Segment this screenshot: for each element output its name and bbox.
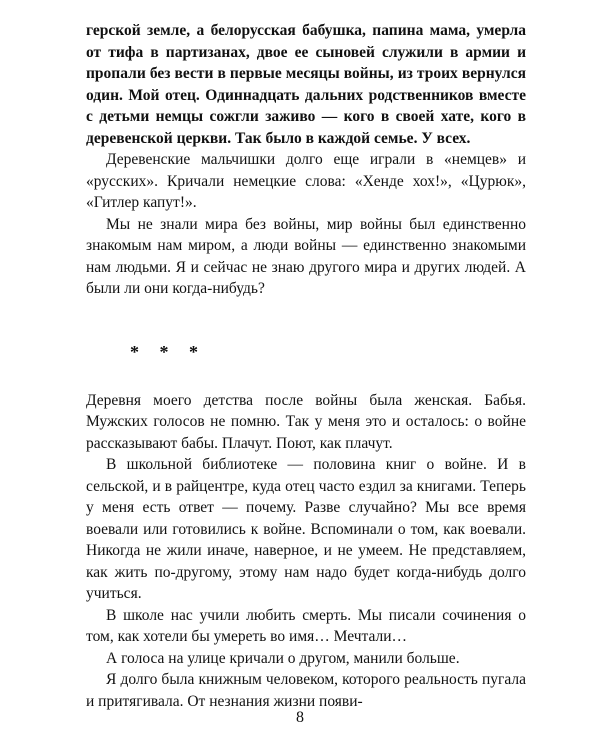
paragraph-2: Деревенские мальчишки долго еще играли в «немцев» и «русских». Кричали немецкие слова: «Хенде хох!», «Цурюк», «Гитлер капут!». [86,151,526,211]
section-separator: * * * [130,341,206,362]
paragraph-3: Мы не знали мира без войны, мир войны был единственно знакомым нам миром, а люди войны — единственно знакомыми нам людьми. Я и сейчас не знаю другого мира и других людей. А были ли они когда-нибудь? [86,215,526,297]
paragraph-5: В школьной библиотеке — половина книг о войне. И в сельской, и в райцентре, куда отец часто ездил за книгами. Теперь у меня есть ответ — почему. Разве случайно? Мы все время воевали или готовились к войне. Вспоминали о том, как воевали. Никогда не жили иначе, наверное, и не умеем. Не представляем, как жить по-другому, этому нам надо будет когда-нибудь долго учиться. [86,456,526,602]
paragraph-1: герской земле, а белорусская бабушка, папина мама, умерла от тифа в партизанах, двое ее сыновей служили в армии и пропали без вести в первые месяцы войны, из троих вернулся один. Мой отец. Одиннадцать дальних родственников вместе с детьми немцы сожгли заживо — кого в своей хате, кого в деревенской церкви. Так было в каждой семье. У всех. [86,22,526,147]
paragraph-7: А голоса на улице кричали о другом, манили больше. [106,649,460,667]
page-number: 8 [296,709,304,726]
paragraph-8: Я долго была книжным человеком, которого реальность пугала и притягивала. От незнания жизни появи- [86,671,526,710]
book-page [86,20,526,720]
paragraph-4: Деревня моего детства после войны была женская. Бабья. Мужских голосов не помню. Так у меня это и осталось: о войне рассказывают бабы. Плачут. Поют, как плачут. [86,391,526,452]
paragraph-6: В школе нас учили любить смерть. Мы писали сочинения о том, как хотели бы умереть во имя… Мечтали… [86,606,526,645]
